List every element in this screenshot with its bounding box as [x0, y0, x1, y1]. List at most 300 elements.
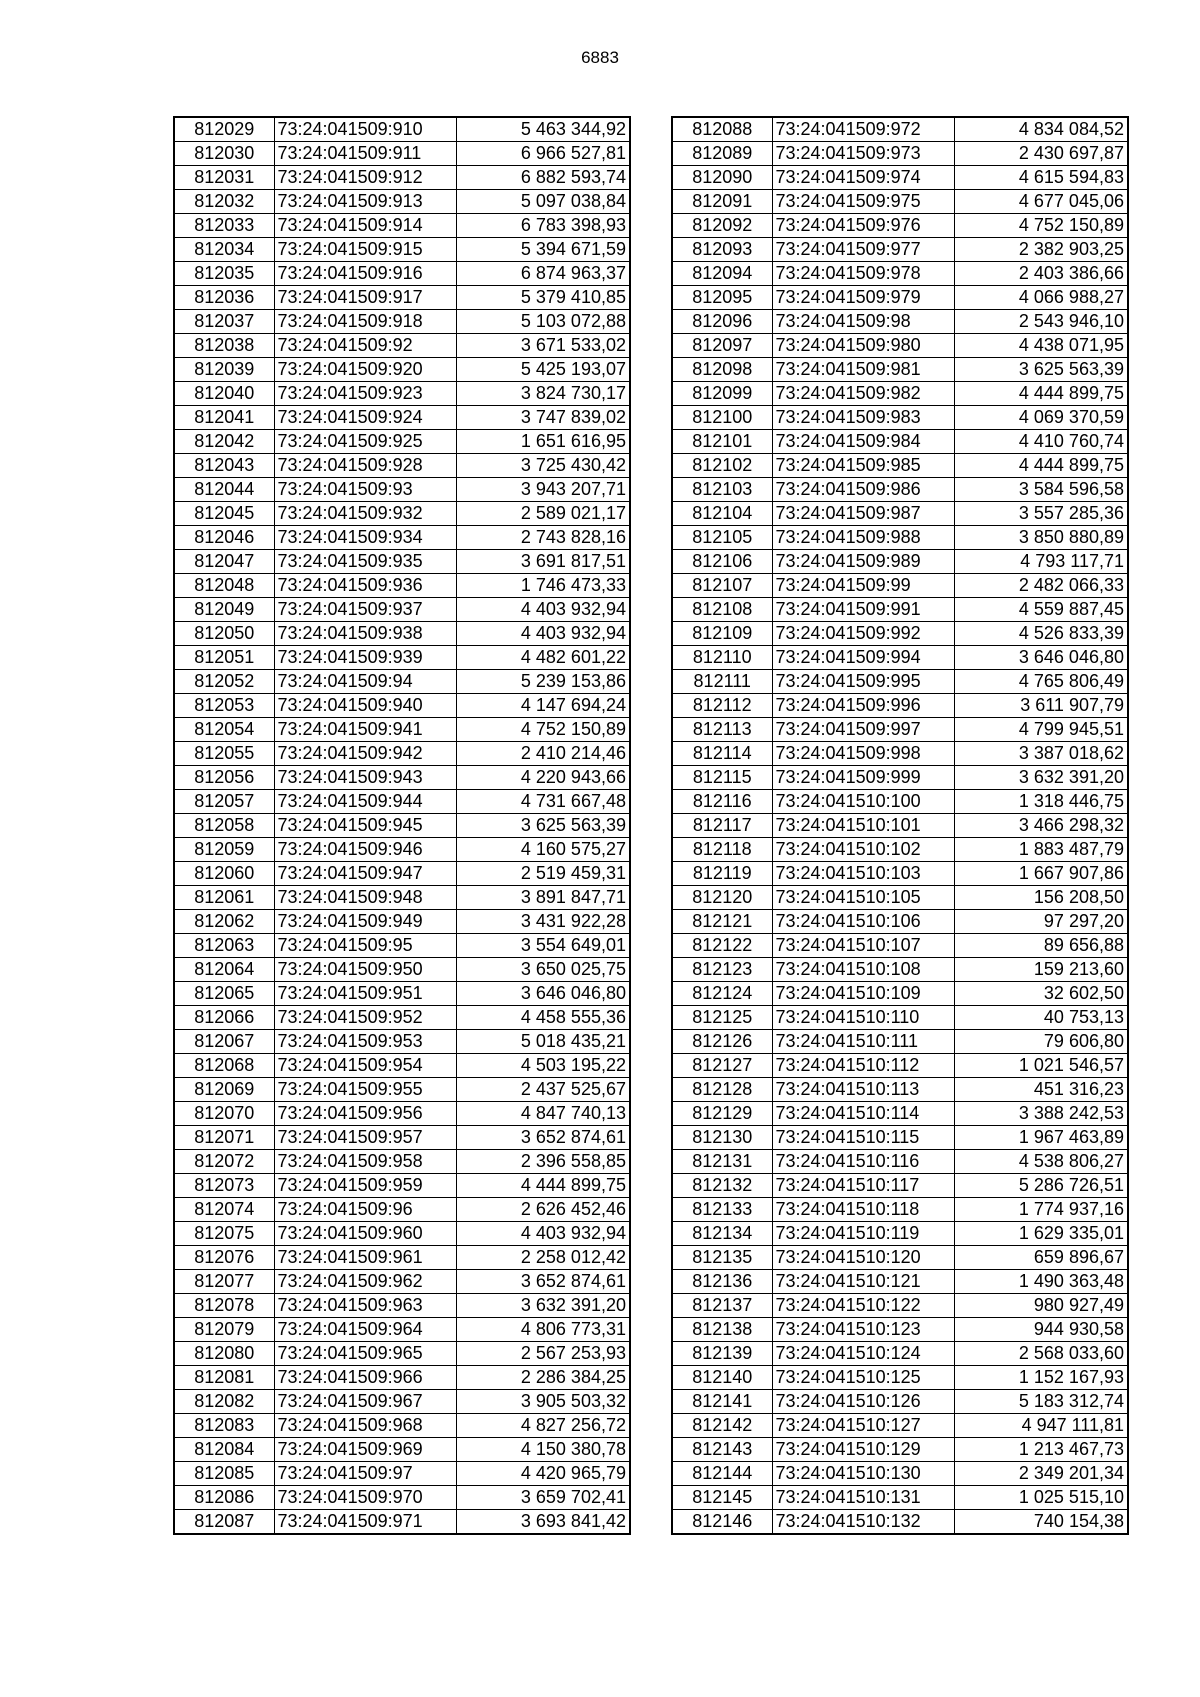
table-row — [174, 814, 630, 838]
table-row — [672, 454, 1128, 478]
table-row — [672, 117, 1128, 142]
parcel-table-right — [671, 116, 1129, 1535]
cadastral-number-cell: 73:24:041509:942 — [274, 742, 456, 766]
row-number-cell: 812123 — [672, 958, 772, 982]
table-row — [672, 1078, 1128, 1102]
value-cell: 2 626 452,46 — [456, 1198, 630, 1222]
cadastral-number-cell: 73:24:041509:979 — [772, 286, 954, 310]
cadastral-number-cell: 73:24:041509:975 — [772, 190, 954, 214]
table-row — [672, 1198, 1128, 1222]
row-number-cell: 812069 — [174, 1078, 274, 1102]
table-row — [174, 117, 630, 142]
table-row — [672, 1006, 1128, 1030]
table-row — [672, 1414, 1128, 1438]
row-number-cell: 812097 — [672, 334, 772, 358]
table-row — [672, 718, 1128, 742]
row-number-cell: 812070 — [174, 1102, 274, 1126]
value-cell: 5 379 410,85 — [456, 286, 630, 310]
table-row — [174, 1438, 630, 1462]
value-cell: 4 444 899,75 — [954, 454, 1128, 478]
value-cell: 3 905 503,32 — [456, 1390, 630, 1414]
cadastral-number-cell: 73:24:041509:94 — [274, 670, 456, 694]
row-number-cell: 812113 — [672, 718, 772, 742]
cadastral-number-cell: 73:24:041509:970 — [274, 1486, 456, 1510]
table-row — [672, 1222, 1128, 1246]
cadastral-number-cell: 73:24:041510:123 — [772, 1318, 954, 1342]
row-number-cell: 812129 — [672, 1102, 772, 1126]
cadastral-number-cell: 73:24:041509:945 — [274, 814, 456, 838]
cadastral-number-cell: 73:24:041510:122 — [772, 1294, 954, 1318]
value-cell: 1 967 463,89 — [954, 1126, 1128, 1150]
row-number-cell: 812038 — [174, 334, 274, 358]
cadastral-number-cell: 73:24:041509:960 — [274, 1222, 456, 1246]
value-cell: 5 394 671,59 — [456, 238, 630, 262]
value-cell: 4 403 932,94 — [456, 598, 630, 622]
cadastral-number-cell: 73:24:041509:93 — [274, 478, 456, 502]
value-cell: 3 891 847,71 — [456, 886, 630, 910]
cadastral-number-cell: 73:24:041509:951 — [274, 982, 456, 1006]
cadastral-number-cell: 73:24:041509:946 — [274, 838, 456, 862]
row-number-cell: 812141 — [672, 1390, 772, 1414]
row-number-cell: 812091 — [672, 190, 772, 214]
page-number: 6883 — [581, 48, 619, 67]
table-row — [174, 142, 630, 166]
table-row — [672, 502, 1128, 526]
cadastral-number-cell: 73:24:041509:958 — [274, 1150, 456, 1174]
table-row — [672, 814, 1128, 838]
table-row — [174, 1222, 630, 1246]
value-cell: 4 793 117,71 — [954, 550, 1128, 574]
cadastral-number-cell: 73:24:041510:100 — [772, 790, 954, 814]
table-row — [672, 910, 1128, 934]
table-row — [672, 1054, 1128, 1078]
cadastral-number-cell: 73:24:041509:989 — [772, 550, 954, 574]
value-cell: 3 557 285,36 — [954, 502, 1128, 526]
cadastral-number-cell: 73:24:041509:983 — [772, 406, 954, 430]
row-number-cell: 812032 — [174, 190, 274, 214]
cadastral-number-cell: 73:24:041510:108 — [772, 958, 954, 982]
cadastral-number-cell: 73:24:041509:928 — [274, 454, 456, 478]
table-row — [174, 622, 630, 646]
row-number-cell: 812102 — [672, 454, 772, 478]
cadastral-number-cell: 73:24:041509:918 — [274, 310, 456, 334]
table-row — [174, 694, 630, 718]
cadastral-number-cell: 73:24:041509:912 — [274, 166, 456, 190]
cadastral-number-cell: 73:24:041509:998 — [772, 742, 954, 766]
row-number-cell: 812041 — [174, 406, 274, 430]
row-number-cell: 812087 — [174, 1510, 274, 1535]
table-row — [174, 742, 630, 766]
cadastral-number-cell: 73:24:041510:117 — [772, 1174, 954, 1198]
value-cell: 4 403 932,94 — [456, 1222, 630, 1246]
cadastral-number-cell: 73:24:041509:976 — [772, 214, 954, 238]
value-cell: 3 652 874,61 — [456, 1270, 630, 1294]
cadastral-number-cell: 73:24:041510:132 — [772, 1510, 954, 1535]
value-cell: 1 651 616,95 — [456, 430, 630, 454]
row-number-cell: 812068 — [174, 1054, 274, 1078]
row-number-cell: 812101 — [672, 430, 772, 454]
cadastral-number-cell: 73:24:041509:980 — [772, 334, 954, 358]
value-cell: 3 650 025,75 — [456, 958, 630, 982]
table-row — [672, 262, 1128, 286]
value-cell: 2 430 697,87 — [954, 142, 1128, 166]
value-cell: 3 693 841,42 — [456, 1510, 630, 1535]
cadastral-number-cell: 73:24:041509:914 — [274, 214, 456, 238]
value-cell: 4 482 601,22 — [456, 646, 630, 670]
table-row — [672, 1366, 1128, 1390]
row-number-cell: 812127 — [672, 1054, 772, 1078]
row-number-cell: 812078 — [174, 1294, 274, 1318]
table-row — [174, 382, 630, 406]
row-number-cell: 812054 — [174, 718, 274, 742]
value-cell: 4 615 594,83 — [954, 166, 1128, 190]
value-cell: 2 382 903,25 — [954, 238, 1128, 262]
table-row — [672, 406, 1128, 430]
value-cell: 5 103 072,88 — [456, 310, 630, 334]
cadastral-number-cell: 73:24:041510:126 — [772, 1390, 954, 1414]
cadastral-number-cell: 73:24:041509:986 — [772, 478, 954, 502]
table-row — [672, 574, 1128, 598]
value-cell: 1 318 446,75 — [954, 790, 1128, 814]
value-cell: 3 388 242,53 — [954, 1102, 1128, 1126]
table-row — [672, 766, 1128, 790]
table-row — [672, 622, 1128, 646]
value-cell: 79 606,80 — [954, 1030, 1128, 1054]
table-row — [174, 1270, 630, 1294]
value-cell: 1 746 473,33 — [456, 574, 630, 598]
table-row — [174, 262, 630, 286]
cadastral-number-cell: 73:24:041509:948 — [274, 886, 456, 910]
cadastral-number-cell: 73:24:041509:991 — [772, 598, 954, 622]
table-row — [174, 1318, 630, 1342]
row-number-cell: 812138 — [672, 1318, 772, 1342]
table-row — [174, 766, 630, 790]
row-number-cell: 812112 — [672, 694, 772, 718]
row-number-cell: 812124 — [672, 982, 772, 1006]
cadastral-number-cell: 73:24:041509:99 — [772, 574, 954, 598]
table-row — [672, 190, 1128, 214]
cadastral-number-cell: 73:24:041509:950 — [274, 958, 456, 982]
table-row — [672, 1462, 1128, 1486]
table-row — [672, 1174, 1128, 1198]
row-number-cell: 812109 — [672, 622, 772, 646]
value-cell: 3 725 430,42 — [456, 454, 630, 478]
value-cell: 659 896,67 — [954, 1246, 1128, 1270]
table-row — [672, 1318, 1128, 1342]
cadastral-number-cell: 73:24:041509:941 — [274, 718, 456, 742]
value-cell: 156 208,50 — [954, 886, 1128, 910]
value-cell: 97 297,20 — [954, 910, 1128, 934]
row-number-cell: 812079 — [174, 1318, 274, 1342]
row-number-cell: 812108 — [672, 598, 772, 622]
value-cell: 3 611 907,79 — [954, 694, 1128, 718]
row-number-cell: 812126 — [672, 1030, 772, 1054]
table-row — [174, 1006, 630, 1030]
row-number-cell: 812065 — [174, 982, 274, 1006]
table-row — [174, 1246, 630, 1270]
cadastral-number-cell: 73:24:041509:981 — [772, 358, 954, 382]
cadastral-number-cell: 73:24:041510:127 — [772, 1414, 954, 1438]
table-row — [174, 1462, 630, 1486]
table-row — [672, 310, 1128, 334]
table-row — [672, 1150, 1128, 1174]
cadastral-number-cell: 73:24:041509:988 — [772, 526, 954, 550]
table-row — [672, 982, 1128, 1006]
cadastral-number-cell: 73:24:041509:92 — [274, 334, 456, 358]
table-row — [672, 430, 1128, 454]
table-row — [174, 214, 630, 238]
value-cell: 3 850 880,89 — [954, 526, 1128, 550]
cadastral-number-cell: 73:24:041509:937 — [274, 598, 456, 622]
table-row — [672, 358, 1128, 382]
value-cell: 4 559 887,45 — [954, 598, 1128, 622]
value-cell: 1 490 363,48 — [954, 1270, 1128, 1294]
value-cell: 4 834 084,52 — [954, 117, 1128, 142]
row-number-cell: 812062 — [174, 910, 274, 934]
value-cell: 5 286 726,51 — [954, 1174, 1128, 1198]
value-cell: 2 437 525,67 — [456, 1078, 630, 1102]
cadastral-number-cell: 73:24:041509:978 — [772, 262, 954, 286]
cadastral-number-cell: 73:24:041509:964 — [274, 1318, 456, 1342]
cadastral-number-cell: 73:24:041509:959 — [274, 1174, 456, 1198]
table-row — [174, 1198, 630, 1222]
table-row — [672, 334, 1128, 358]
table-row — [174, 358, 630, 382]
table-row — [174, 286, 630, 310]
row-number-cell: 812077 — [174, 1270, 274, 1294]
value-cell: 4 069 370,59 — [954, 406, 1128, 430]
value-cell: 5 239 153,86 — [456, 670, 630, 694]
value-cell: 4 947 111,81 — [954, 1414, 1128, 1438]
value-cell: 4 677 045,06 — [954, 190, 1128, 214]
cadastral-number-cell: 73:24:041510:124 — [772, 1342, 954, 1366]
table-row — [174, 862, 630, 886]
cadastral-number-cell: 73:24:041510:107 — [772, 934, 954, 958]
table-row — [174, 1414, 630, 1438]
row-number-cell: 812060 — [174, 862, 274, 886]
table-row — [174, 1030, 630, 1054]
table-row — [174, 1078, 630, 1102]
value-cell: 4 403 932,94 — [456, 622, 630, 646]
cadastral-number-cell: 73:24:041509:934 — [274, 526, 456, 550]
row-number-cell: 812037 — [174, 310, 274, 334]
value-cell: 4 147 694,24 — [456, 694, 630, 718]
row-number-cell: 812045 — [174, 502, 274, 526]
table-row — [672, 166, 1128, 190]
cadastral-number-cell: 73:24:041509:955 — [274, 1078, 456, 1102]
cadastral-number-cell: 73:24:041509:96 — [274, 1198, 456, 1222]
row-number-cell: 812098 — [672, 358, 772, 382]
table-row — [672, 1246, 1128, 1270]
table-row — [672, 646, 1128, 670]
value-cell: 4 538 806,27 — [954, 1150, 1128, 1174]
row-number-cell: 812134 — [672, 1222, 772, 1246]
value-cell: 4 160 575,27 — [456, 838, 630, 862]
table-row — [174, 238, 630, 262]
cadastral-number-cell: 73:24:041509:916 — [274, 262, 456, 286]
row-number-cell: 812040 — [174, 382, 274, 406]
row-number-cell: 812104 — [672, 502, 772, 526]
value-cell: 2 589 021,17 — [456, 502, 630, 526]
cadastral-number-cell: 73:24:041509:962 — [274, 1270, 456, 1294]
row-number-cell: 812061 — [174, 886, 274, 910]
cadastral-number-cell: 73:24:041509:913 — [274, 190, 456, 214]
cadastral-number-cell: 73:24:041509:994 — [772, 646, 954, 670]
row-number-cell: 812048 — [174, 574, 274, 598]
value-cell: 1 021 546,57 — [954, 1054, 1128, 1078]
value-cell: 4 847 740,13 — [456, 1102, 630, 1126]
cadastral-number-cell: 73:24:041509:944 — [274, 790, 456, 814]
table-row — [672, 1390, 1128, 1414]
row-number-cell: 812133 — [672, 1198, 772, 1222]
cadastral-number-cell: 73:24:041509:936 — [274, 574, 456, 598]
row-number-cell: 812039 — [174, 358, 274, 382]
table-row — [174, 1174, 630, 1198]
value-cell: 4 806 773,31 — [456, 1318, 630, 1342]
table-row — [672, 886, 1128, 910]
cadastral-number-cell: 73:24:041510:121 — [772, 1270, 954, 1294]
cadastral-number-cell: 73:24:041510:118 — [772, 1198, 954, 1222]
row-number-cell: 812093 — [672, 238, 772, 262]
cadastral-number-cell: 73:24:041509:924 — [274, 406, 456, 430]
row-number-cell: 812140 — [672, 1366, 772, 1390]
row-number-cell: 812076 — [174, 1246, 274, 1270]
row-number-cell: 812139 — [672, 1342, 772, 1366]
value-cell: 3 632 391,20 — [456, 1294, 630, 1318]
table-row — [174, 718, 630, 742]
row-number-cell: 812057 — [174, 790, 274, 814]
row-number-cell: 812114 — [672, 742, 772, 766]
table-row — [672, 1102, 1128, 1126]
table-row — [672, 286, 1128, 310]
cadastral-number-cell: 73:24:041509:977 — [772, 238, 954, 262]
parcel-table-left — [173, 116, 631, 1535]
cadastral-number-cell: 73:24:041510:119 — [772, 1222, 954, 1246]
table-row — [174, 1366, 630, 1390]
cadastral-number-cell: 73:24:041510:106 — [772, 910, 954, 934]
value-cell: 159 213,60 — [954, 958, 1128, 982]
value-cell: 4 444 899,75 — [456, 1174, 630, 1198]
row-number-cell: 812071 — [174, 1126, 274, 1150]
value-cell: 2 258 012,42 — [456, 1246, 630, 1270]
cadastral-number-cell: 73:24:041509:961 — [274, 1246, 456, 1270]
row-number-cell: 812118 — [672, 838, 772, 862]
value-cell: 3 646 046,80 — [456, 982, 630, 1006]
value-cell: 3 646 046,80 — [954, 646, 1128, 670]
cadastral-number-cell: 73:24:041509:949 — [274, 910, 456, 934]
cadastral-number-cell: 73:24:041509:940 — [274, 694, 456, 718]
row-number-cell: 812050 — [174, 622, 274, 646]
value-cell: 1 025 515,10 — [954, 1486, 1128, 1510]
table-row — [174, 1054, 630, 1078]
table-row — [174, 166, 630, 190]
cadastral-number-cell: 73:24:041510:110 — [772, 1006, 954, 1030]
value-cell: 3 554 649,01 — [456, 934, 630, 958]
row-number-cell: 812111 — [672, 670, 772, 694]
row-number-cell: 812130 — [672, 1126, 772, 1150]
cadastral-number-cell: 73:24:041509:915 — [274, 238, 456, 262]
row-number-cell: 812092 — [672, 214, 772, 238]
row-number-cell: 812103 — [672, 478, 772, 502]
value-cell: 3 431 922,28 — [456, 910, 630, 934]
cadastral-number-cell: 73:24:041510:114 — [772, 1102, 954, 1126]
table-row — [174, 430, 630, 454]
value-cell: 2 567 253,93 — [456, 1342, 630, 1366]
cadastral-number-cell: 73:24:041509:911 — [274, 142, 456, 166]
value-cell: 4 150 380,78 — [456, 1438, 630, 1462]
table-row — [672, 382, 1128, 406]
table-row — [174, 550, 630, 574]
cadastral-number-cell: 73:24:041509:917 — [274, 286, 456, 310]
table-row — [174, 1342, 630, 1366]
row-number-cell: 812121 — [672, 910, 772, 934]
table-row — [672, 1270, 1128, 1294]
cadastral-number-cell: 73:24:041510:116 — [772, 1150, 954, 1174]
row-number-cell: 812084 — [174, 1438, 274, 1462]
table-row — [174, 502, 630, 526]
cadastral-number-cell: 73:24:041509:995 — [772, 670, 954, 694]
row-number-cell: 812073 — [174, 1174, 274, 1198]
cadastral-number-cell: 73:24:041509:95 — [274, 934, 456, 958]
table-row — [672, 550, 1128, 574]
table-row — [174, 1150, 630, 1174]
cadastral-number-cell: 73:24:041510:115 — [772, 1126, 954, 1150]
value-cell: 6 783 398,93 — [456, 214, 630, 238]
row-number-cell: 812110 — [672, 646, 772, 670]
value-cell: 944 930,58 — [954, 1318, 1128, 1342]
cadastral-number-cell: 73:24:041510:129 — [772, 1438, 954, 1462]
row-number-cell: 812116 — [672, 790, 772, 814]
row-number-cell: 812100 — [672, 406, 772, 430]
table-row — [672, 1294, 1128, 1318]
cadastral-number-cell: 73:24:041509:925 — [274, 430, 456, 454]
table-row — [174, 310, 630, 334]
table-row — [672, 934, 1128, 958]
table-row — [672, 742, 1128, 766]
table-row — [174, 574, 630, 598]
value-cell: 3 632 391,20 — [954, 766, 1128, 790]
value-cell: 89 656,88 — [954, 934, 1128, 958]
cadastral-number-cell: 73:24:041509:984 — [772, 430, 954, 454]
row-number-cell: 812034 — [174, 238, 274, 262]
table-row — [174, 1390, 630, 1414]
value-cell: 4 438 071,95 — [954, 334, 1128, 358]
table-row — [174, 886, 630, 910]
cadastral-number-cell: 73:24:041509:985 — [772, 454, 954, 478]
cadastral-number-cell: 73:24:041509:971 — [274, 1510, 456, 1535]
cadastral-number-cell: 73:24:041510:102 — [772, 838, 954, 862]
row-number-cell: 812131 — [672, 1150, 772, 1174]
value-cell: 3 625 563,39 — [954, 358, 1128, 382]
row-number-cell: 812053 — [174, 694, 274, 718]
row-number-cell: 812105 — [672, 526, 772, 550]
row-number-cell: 812135 — [672, 1246, 772, 1270]
value-cell: 2 396 558,85 — [456, 1150, 630, 1174]
cadastral-number-cell: 73:24:041509:974 — [772, 166, 954, 190]
cadastral-number-cell: 73:24:041509:968 — [274, 1414, 456, 1438]
cadastral-number-cell: 73:24:041509:969 — [274, 1438, 456, 1462]
value-cell: 40 753,13 — [954, 1006, 1128, 1030]
table-row — [672, 1486, 1128, 1510]
row-number-cell: 812067 — [174, 1030, 274, 1054]
value-cell: 1 152 167,93 — [954, 1366, 1128, 1390]
value-cell: 5 425 193,07 — [456, 358, 630, 382]
cadastral-number-cell: 73:24:041509:923 — [274, 382, 456, 406]
row-number-cell: 812120 — [672, 886, 772, 910]
value-cell: 2 410 214,46 — [456, 742, 630, 766]
row-number-cell: 812051 — [174, 646, 274, 670]
row-number-cell: 812128 — [672, 1078, 772, 1102]
